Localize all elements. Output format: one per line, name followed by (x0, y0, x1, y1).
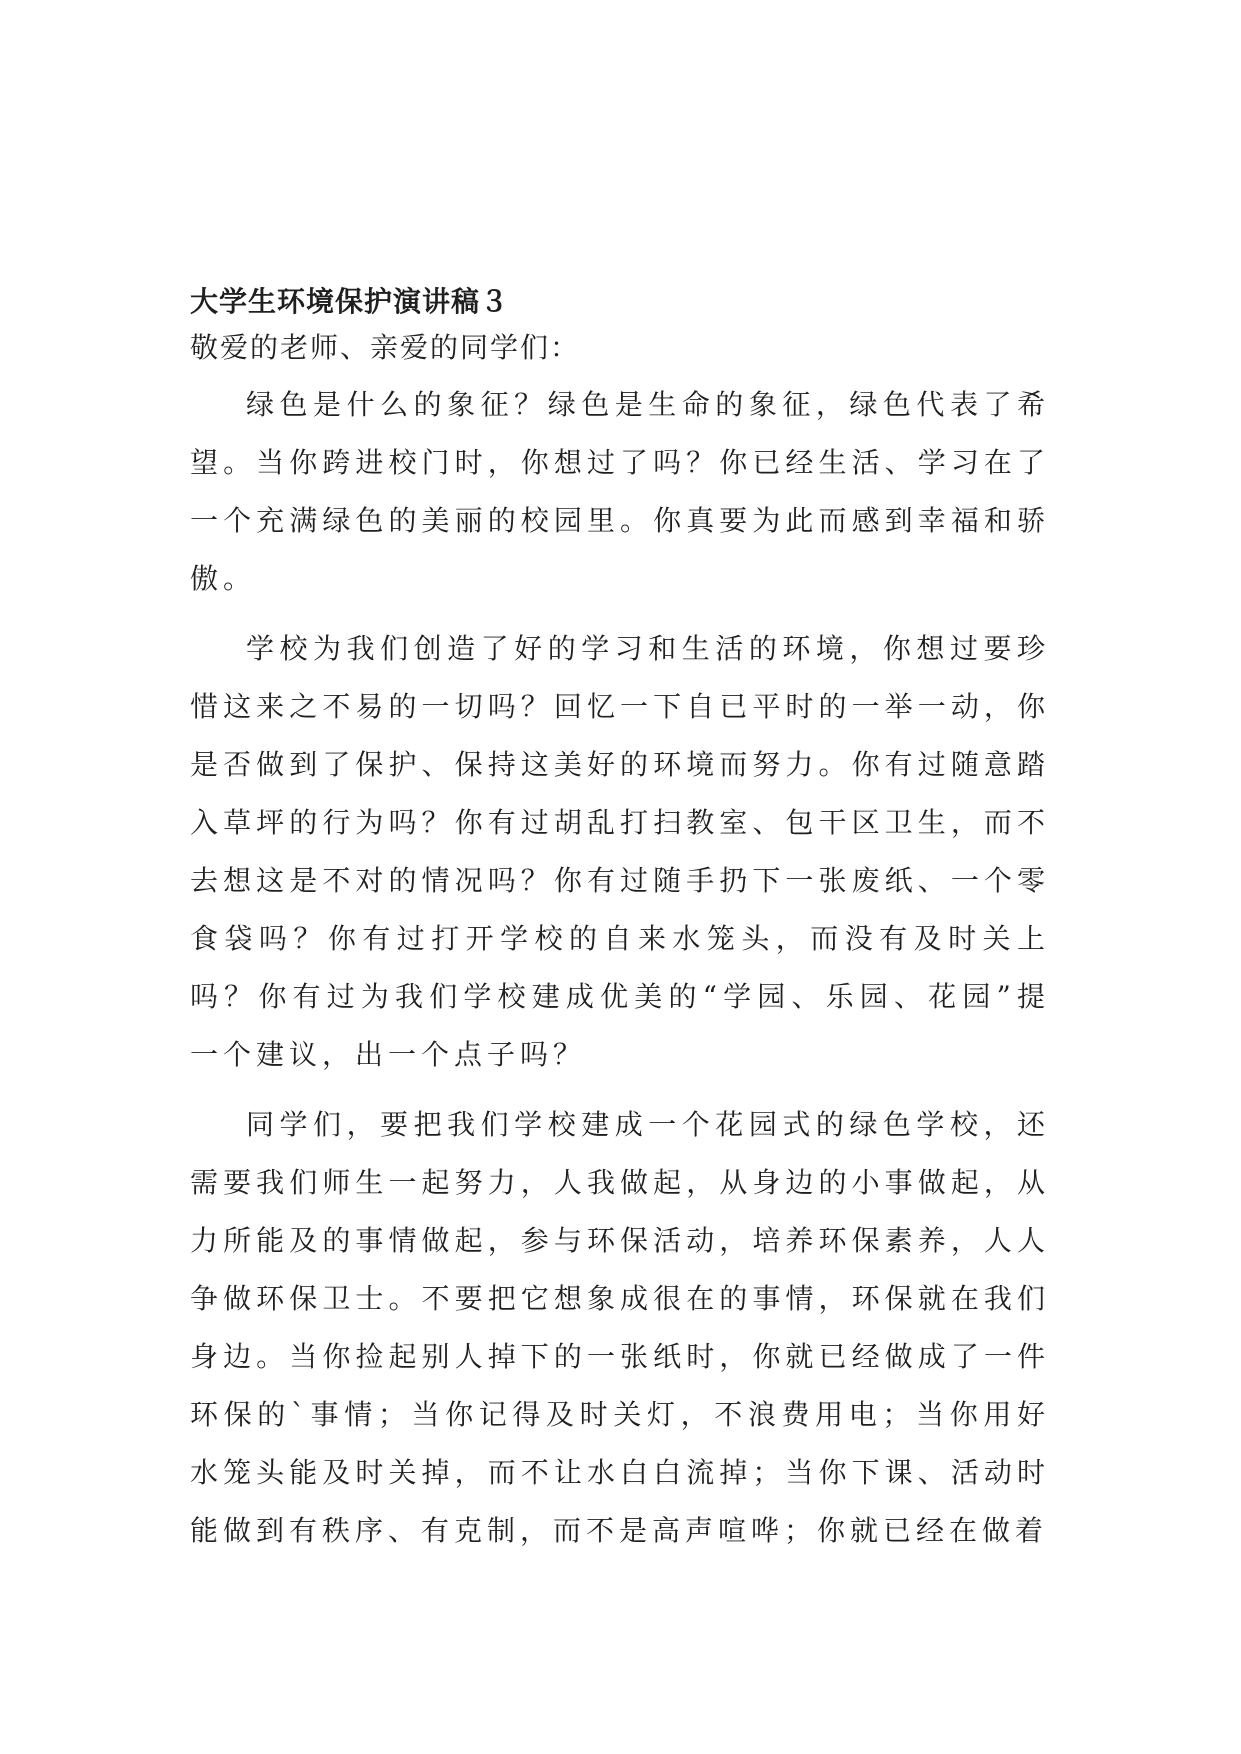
document-title: 大学生环境保护演讲稿３ (190, 285, 510, 318)
paragraph-2: 学校为我们创造了好的学习和生活的环境，你想过要珍惜这来之不易的一切吗？回忆一下自已平时的一举一动，你是否做到了保护、保持这美好的环境而努力。你有过随意踏入草坪的行为吗？你有过胡乱打扫教室、包干区卫生，而不去想这是不对的情况吗？你有过随手扔下一张废纸、一个零食袋吗？你有过打开学校的自来水笼头，而没有及时关上吗？你有过为我们学校建成优美的“学园、乐园、花园”提一个建议，出一个点子吗？ (190, 632, 1050, 1071)
document-body (190, 282, 1050, 1560)
paragraph-3: 同学们，要把我们学校建成一个花园式的绿色学校，还需要我们师生一起努力，人我做起，从身边的小事做起，从力所能及的事情做起，参与环保活动，培养环保素养，人人争做环保卫士。不要把它想象成很在的事情，环保就在我们身边。当你捡起别人掉下的一张纸时，你就已经做成了一件环保的`事情；当你记得及时关灯，不浪费用电；当你用好水笼头能及时关掉，而不让水白白流掉；当你下课、活动时能做到有秩序、有克制，而不是高声喧哗；你就已经在做着 (190, 1108, 1050, 1547)
paragraph-1: 绿色是什么的象征？绿色是生命的象征，绿色代表了希望。当你跨进校门时，你想过了吗？你已经生活、学习在了一个充满绿色的美丽的校园里。你真要为此而感到幸福和骄傲。 (190, 388, 1050, 595)
salutation: 敬爱的老师、亲爱的同学们： (190, 331, 581, 364)
